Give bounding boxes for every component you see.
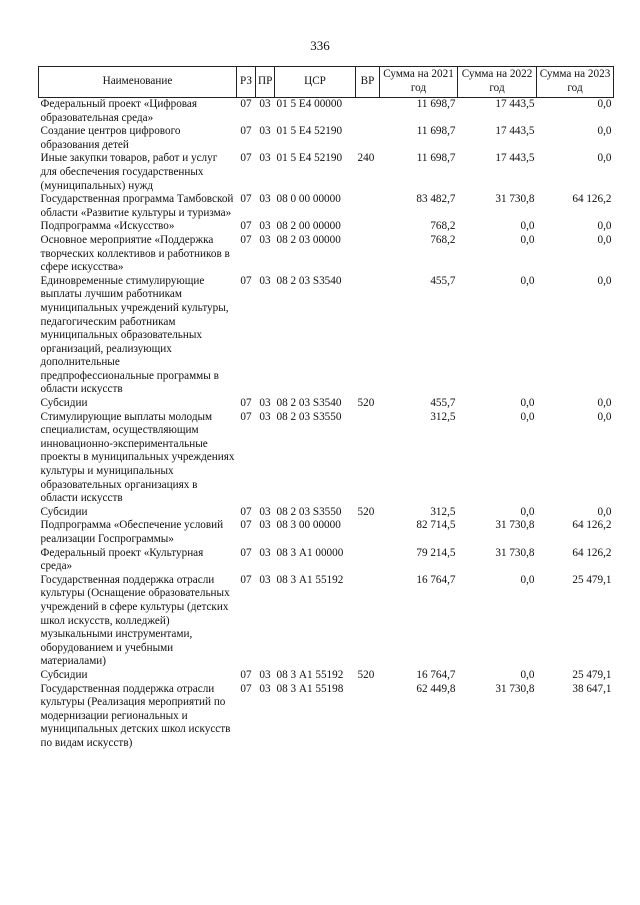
- row-vr: [356, 234, 380, 275]
- row-pr: 03: [259, 505, 271, 518]
- page-number: 336: [310, 38, 330, 53]
- row-sum-2023: 64 126,2: [572, 519, 612, 532]
- row-sum-2022: 31 730,8: [495, 546, 535, 559]
- header-vr: ВР: [356, 67, 380, 98]
- row-sum-2022: 0,0: [520, 573, 535, 586]
- row-rz: 07: [240, 220, 252, 233]
- row-pr: 03: [259, 546, 271, 559]
- row-sum-2022: 0,0: [520, 410, 535, 423]
- row-sum-2023: 0,0: [597, 152, 612, 165]
- header-sum-2021: Сумма на 2021 год: [380, 67, 458, 98]
- row-vr: [356, 547, 380, 574]
- row-name: Федеральный проект «Культурная среда»: [40, 546, 204, 573]
- row-sum-2022: 0,0: [520, 220, 535, 233]
- row-rz: 07: [240, 573, 252, 586]
- row-sum-2023: 38 647,1: [572, 682, 612, 695]
- row-sum-2021: 768,2: [430, 233, 456, 246]
- table-row: [39, 152, 614, 193]
- table-row: [39, 683, 614, 751]
- row-vr: [356, 683, 380, 751]
- row-sum-2022: 0,0: [520, 274, 535, 287]
- row-name: Федеральный проект «Цифровая образовательная среда»: [40, 98, 198, 124]
- row-csr: 08 3 А1 55192: [276, 668, 344, 681]
- row-sum-2022: 0,0: [520, 233, 535, 246]
- row-sum-2023: 25 479,1: [572, 573, 612, 586]
- row-sum-2022: 31 730,8: [495, 682, 535, 695]
- row-pr: 03: [259, 274, 271, 287]
- table-row: [39, 397, 614, 411]
- row-csr: 08 3 А1 55192: [276, 573, 344, 586]
- row-rz: 07: [240, 193, 252, 206]
- table-body: [39, 98, 614, 751]
- row-pr: 03: [259, 98, 271, 110]
- header-sum-2023: Сумма на 2023 год: [537, 67, 614, 98]
- row-sum-2022: 17 443,5: [495, 125, 535, 138]
- row-rz: 07: [240, 519, 252, 532]
- row-sum-2022: 17 443,5: [495, 152, 535, 165]
- row-sum-2021: 312,5: [430, 410, 456, 423]
- row-rz: 07: [240, 274, 252, 287]
- row-vr: [356, 98, 380, 126]
- row-pr: 03: [259, 220, 271, 233]
- row-pr: 03: [259, 573, 271, 586]
- row-rz: 07: [240, 152, 252, 165]
- row-rz: 07: [240, 668, 252, 681]
- table-row: [39, 220, 614, 234]
- row-csr: 08 2 03 S3540: [276, 397, 342, 410]
- row-name: Создание центров цифрового образования детей: [40, 125, 181, 151]
- row-vr: 240: [357, 152, 375, 165]
- row-sum-2023: 0,0: [597, 274, 612, 287]
- row-sum-2023: 64 126,2: [572, 546, 612, 559]
- row-sum-2023: 64 126,2: [572, 193, 612, 206]
- table-row: [39, 506, 614, 520]
- row-pr: 03: [259, 519, 271, 532]
- table-row: [39, 547, 614, 574]
- row-name: Субсидии: [40, 397, 88, 410]
- table-row: [39, 125, 614, 152]
- row-sum-2023: 0,0: [597, 505, 612, 518]
- row-sum-2022: 0,0: [520, 505, 535, 518]
- row-name: Субсидии: [40, 668, 88, 681]
- row-csr: 01 5 Е4 52190: [276, 152, 343, 165]
- row-sum-2022: 31 730,8: [495, 519, 535, 532]
- table-row: [39, 411, 614, 506]
- row-pr: 03: [259, 125, 271, 138]
- row-csr: 08 3 А1 55198: [276, 682, 344, 695]
- row-vr: [356, 193, 380, 220]
- row-rz: 07: [240, 98, 252, 110]
- row-sum-2023: 0,0: [597, 410, 612, 423]
- row-name: Основное мероприятие «Поддержка творческих коллективов и работников в сфере искусства»: [40, 233, 230, 274]
- table-row: [39, 98, 614, 126]
- row-pr: 03: [259, 193, 271, 206]
- header-name: Наименование: [39, 67, 237, 98]
- row-pr: 03: [259, 410, 271, 423]
- row-sum-2023: 0,0: [597, 220, 612, 233]
- row-sum-2023: 0,0: [597, 98, 612, 110]
- row-vr: 520: [357, 505, 375, 518]
- row-rz: 07: [240, 397, 252, 410]
- row-name: Иные закупки товаров, работ и услуг для обеспечения государственных (муниципальных) нужд: [40, 152, 218, 192]
- row-sum-2021: 79 214,5: [416, 546, 456, 559]
- row-csr: 08 2 03 S3550: [276, 505, 342, 518]
- row-pr: 03: [259, 682, 271, 695]
- header-rz: РЗ: [237, 67, 256, 98]
- table-row: [39, 193, 614, 220]
- row-csr: 01 5 Е4 00000: [276, 98, 343, 110]
- row-name: Субсидии: [40, 505, 88, 518]
- row-vr: [356, 275, 380, 397]
- row-sum-2021: 62 449,8: [416, 682, 456, 695]
- row-sum-2022: 0,0: [520, 397, 535, 410]
- row-rz: 07: [240, 410, 252, 423]
- row-name: Единовременные стимулирующие выплаты лучшим работникам муниципальных учреждений культуры, педагогическим работникам муниципальных образовательных организаций, реализующих дополнительные предпрофессиональные программы в области искусств: [40, 274, 229, 396]
- row-sum-2021: 16 764,7: [416, 668, 456, 681]
- row-pr: 03: [259, 668, 271, 681]
- table-row: [39, 574, 614, 669]
- table-header: [39, 67, 614, 98]
- row-vr: [356, 125, 380, 152]
- row-name: Государственная поддержка отрасли культуры (Реализация мероприятий по модернизации региональных и муниципальных детских школ искусств по видам искусств): [40, 682, 231, 749]
- row-sum-2021: 83 482,7: [416, 193, 456, 206]
- row-rz: 07: [240, 233, 252, 246]
- row-sum-2021: 11 698,7: [416, 98, 456, 110]
- header-sum-2022: Сумма на 2022 год: [458, 67, 537, 98]
- row-name: Стимулирующие выплаты молодым специалистам, осуществляющим инновационно-экспериментальные проекты в муниципальных учреждениях культуры и муниципальных образовательных организациях в области искусств: [40, 410, 235, 505]
- row-csr: 08 0 00 00000: [276, 193, 341, 206]
- row-vr: 520: [357, 668, 375, 681]
- row-pr: 03: [259, 233, 271, 246]
- row-csr: 08 3 А1 00000: [276, 546, 344, 559]
- row-csr: 01 5 Е4 52190: [276, 125, 343, 138]
- row-sum-2022: 0,0: [520, 668, 535, 681]
- table-row: [39, 519, 614, 546]
- row-vr: [356, 574, 380, 669]
- row-sum-2023: 0,0: [597, 397, 612, 410]
- row-name: Государственная программа Тамбовской области «Развитие культуры и туризма»: [40, 193, 234, 219]
- row-sum-2022: 17 443,5: [495, 98, 535, 110]
- row-csr: 08 2 03 00000: [276, 233, 341, 246]
- row-sum-2021: 455,7: [430, 274, 456, 287]
- row-sum-2021: 455,7: [430, 397, 456, 410]
- row-pr: 03: [259, 397, 271, 410]
- header-csr: ЦСР: [275, 67, 356, 98]
- header-pr: ПР: [256, 67, 275, 98]
- row-name: Подпрограмма «Обеспечение условий реализации Госпрограммы»: [40, 519, 224, 545]
- table-row: [39, 669, 614, 683]
- table-row: [39, 234, 614, 275]
- row-sum-2021: 312,5: [430, 505, 456, 518]
- row-csr: 08 2 03 S3550: [276, 410, 342, 423]
- row-sum-2021: 82 714,5: [416, 519, 456, 532]
- row-sum-2021: 11 698,7: [416, 152, 456, 165]
- row-vr: [356, 519, 380, 546]
- row-csr: 08 2 00 00000: [276, 220, 341, 233]
- row-pr: 03: [259, 152, 271, 165]
- budget-table: [38, 66, 614, 751]
- row-sum-2021: 11 698,7: [416, 125, 456, 138]
- row-rz: 07: [240, 125, 252, 138]
- row-vr: 520: [357, 397, 375, 410]
- row-sum-2023: 0,0: [597, 233, 612, 246]
- row-sum-2023: 25 479,1: [572, 668, 612, 681]
- table-row: [39, 275, 614, 397]
- row-csr: 08 3 00 00000: [276, 519, 341, 532]
- row-sum-2021: 16 764,7: [416, 573, 456, 586]
- row-vr: [356, 220, 380, 234]
- row-vr: [356, 411, 380, 506]
- row-name: Подпрограмма «Искусство»: [40, 220, 175, 233]
- row-sum-2023: 0,0: [597, 125, 612, 138]
- row-sum-2022: 31 730,8: [495, 193, 535, 206]
- row-name: Государственная поддержка отрасли культуры (Оснащение образовательных учреждений в сфере культуры (детских школ искусств, колледжей) музыкальными инструментами, оборудованием и учебными материалами): [40, 573, 230, 668]
- row-rz: 07: [240, 505, 252, 518]
- row-rz: 07: [240, 682, 252, 695]
- row-rz: 07: [240, 546, 252, 559]
- row-csr: 08 2 03 S3540: [276, 274, 342, 287]
- row-sum-2021: 768,2: [430, 220, 456, 233]
